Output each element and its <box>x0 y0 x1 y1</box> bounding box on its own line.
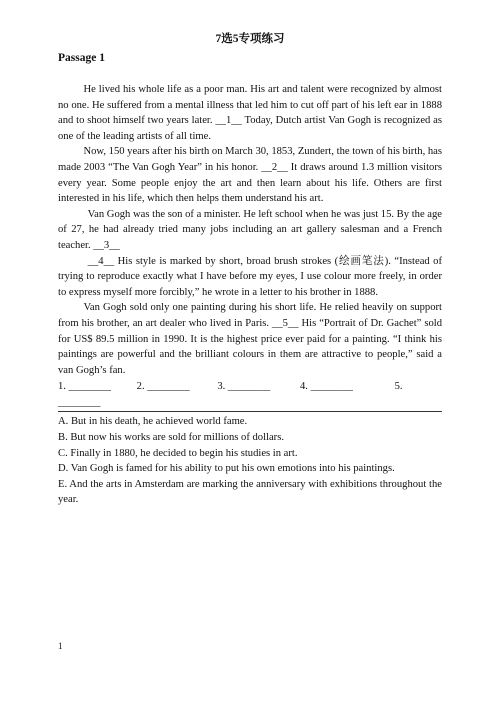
answer-blanks <box>58 379 442 395</box>
answer-blank-4[interactable]: 4. ________ <box>299 381 353 393</box>
paragraph-4: __4__ His style is marked by short, broad brush strokes (绘画笔法). “Instead of trying to reproduce exactly what I have before my eyes, I use colour more freely, in order to express myself more forcibly,” he wrote in a letter to his brother in 1888. <box>58 255 442 298</box>
option-e: E. And the arts in Amsterdam are marking the anniversary with exhibitions throughout the year. <box>58 478 442 506</box>
answer-blank-2[interactable]: 2. ________ <box>136 381 190 393</box>
option-b: B. But now his works are sold for millions of dollars. <box>58 432 284 444</box>
paragraph-5: Van Gogh sold only one painting during his short life. He relied heavily on support from his brother, an art dealer who lived in Paris. __5__ His “Portrait of Dr. Gachet” sold for US$ 89.5 million in 1990. It is the highest price ever paid for a painting. “I think his paintings are powerful and the brilliant colours in them are attractive to people,” said a van Gogh’s fan. <box>58 302 442 376</box>
option-c: C. Finally in 1880, he decided to begin his studies in art. <box>58 447 298 459</box>
paragraph-2: Now, 150 years after his birth on March 30, 1853, Zundert, the town of his birth, has made 2003 “The Van Gogh Year” in his honor. __2__ It draws around 1.3 million visitors every year. Some people enjoy the art and then learn about his life. Others are first interested in his life, which then helps them understand his art. <box>58 146 442 205</box>
page-number: 1 <box>58 641 63 651</box>
answer-blank-1[interactable]: 1. ________ <box>58 381 111 393</box>
divider <box>58 411 442 412</box>
page-title: 7选5专项练习 <box>215 33 285 45</box>
paragraph-1: He lived his whole life as a poor man. His art and talent were recognized by almost no one. He suffered from a mental illness that led him to cut off part of his left ear in 1888 and to shoot himself two years later. __1__ Today, Dutch artist Van Gogh is recognized as one of the leading artists of all time. <box>58 84 442 142</box>
option-d: D. Van Gogh is famed for his ability to put his own emotions into his paintings. <box>58 463 395 475</box>
answer-blank-5-label: 5. <box>394 381 403 393</box>
answer-blank-3[interactable]: 3. ________ <box>217 381 271 393</box>
answer-blank-5[interactable]: ________ <box>58 396 101 408</box>
passage-label: Passage 1 <box>58 52 105 64</box>
option-a: A. But in his death, he achieved world fame. <box>58 416 248 428</box>
document-page <box>58 30 442 508</box>
paragraph-3: Van Gogh was the son of a minister. He left school when he was just 15. By the age of 27, he had already tried many jobs including an art gallery salesman and a French teacher. __3__ <box>58 208 442 251</box>
